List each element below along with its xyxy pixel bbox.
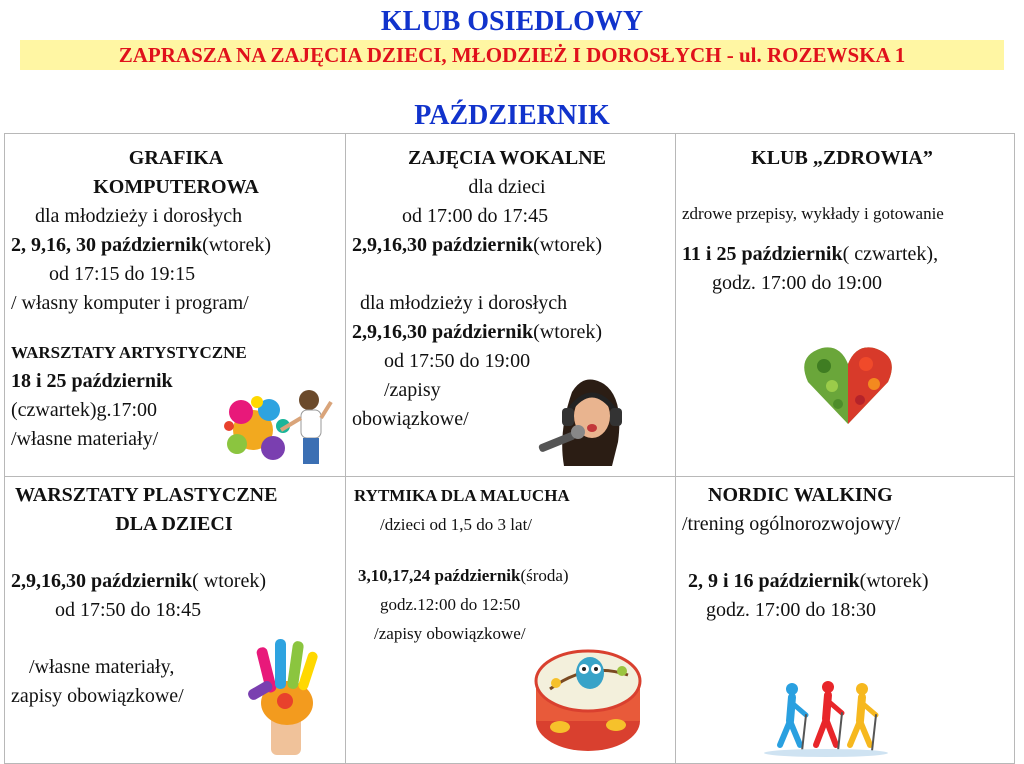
description-text: zdrowe przepisy, wykłady i gotowanie <box>682 204 944 223</box>
cell-title: KLUB „ZDROWIA” <box>751 147 933 169</box>
dates-line <box>352 318 675 347</box>
audience-adults: dla młodzieży i dorosłych <box>360 292 568 314</box>
note-text: /zapisy obowiązkowe/ <box>374 624 526 643</box>
cell-nordic <box>676 477 1015 764</box>
note-text: obowiązkowe/ <box>352 408 469 430</box>
dates-line <box>352 231 675 260</box>
table-row <box>5 477 1015 764</box>
dates-day: (wtorek) <box>533 321 602 343</box>
cell-title: DLA DZIECI <box>115 513 233 535</box>
workshop-note: /własne materiały/ <box>11 428 159 450</box>
cell-title: WARSZTATY PLASTYCZNE <box>15 484 278 506</box>
cell-rytmika <box>346 477 676 764</box>
cell-wokalne <box>346 134 676 477</box>
dates-day: (wtorek) <box>202 234 271 256</box>
workshop-day-time: (czwartek)g.17:00 <box>11 399 158 421</box>
audience-kids: dla dzieci <box>468 176 546 198</box>
note-text: /zapisy <box>384 379 441 401</box>
schedule-table <box>4 133 1015 764</box>
poster-subtitle: ZAPRASZA NA ZAJĘCIA DZIECI, MŁODZIEŻ I DOROSŁYCH - ul. ROZEWSKA 1 <box>118 43 906 67</box>
audience-text: dla młodzieży i dorosłych <box>35 205 243 227</box>
note-text: zapisy obowiązkowe/ <box>11 685 184 707</box>
dates-bold: 11 i 25 październik <box>682 243 843 265</box>
cell-zdrowia <box>676 134 1015 477</box>
month-heading: PAŹDZIERNIK <box>414 100 610 131</box>
dates-bold: 2,9,16,30 październik <box>11 570 193 592</box>
dates-line <box>682 567 1014 596</box>
cell-title: KOMPUTEROWA <box>93 176 259 198</box>
dates-line <box>352 561 675 590</box>
workshop-dates: 18 i 25 październik <box>11 370 173 392</box>
painted-hand-icon <box>245 637 331 757</box>
singing-girl-headphones-icon <box>534 372 634 468</box>
table-row <box>5 134 1015 477</box>
cell-grafika <box>5 134 346 477</box>
dates-line <box>682 240 1014 269</box>
cell-title: RYTMIKA DLA MALUCHA <box>354 486 570 505</box>
dates-bold: 3,10,17,24 październik <box>358 566 521 585</box>
time-text: godz.12:00 do 12:50 <box>380 595 521 614</box>
subtitle-highlight <box>20 40 1004 70</box>
cell-title: ZAJĘCIA WOKALNE <box>407 147 606 169</box>
time-kids: od 17:00 do 17:45 <box>402 205 549 227</box>
dates-bold: 2,9,16,30 październik <box>352 321 534 343</box>
time-text: od 17:15 do 19:15 <box>49 263 196 285</box>
paint-splash-girl-icon <box>223 382 338 470</box>
dates-bold: 2, 9 i 16 październik <box>688 570 860 592</box>
dates-day: (wtorek) <box>533 234 602 256</box>
dates-line <box>11 231 345 260</box>
dates-line <box>11 567 345 596</box>
vegetable-heart-icon <box>802 342 894 428</box>
subtitle-text: /trening ogólnorozwojowy/ <box>682 513 901 535</box>
dates-day: ( czwartek), <box>842 243 939 265</box>
dates-day: (wtorek) <box>859 570 929 592</box>
time-text: godz. 17:00 do 19:00 <box>712 272 882 294</box>
note-text: / własny komputer i program/ <box>11 292 249 314</box>
time-text: od 17:50 do 18:45 <box>55 599 202 621</box>
poster-title: KLUB OSIEDLOWY <box>380 6 644 37</box>
dates-bold: 2,9,16,30 październik <box>352 234 534 256</box>
dates-bold: 2, 9,16, 30 październik <box>11 234 203 256</box>
time-adults: od 17:50 do 19:00 <box>384 350 531 372</box>
time-text: godz. 17:00 do 18:30 <box>706 599 876 621</box>
cell-plastyczne <box>5 477 346 764</box>
workshop-title: WARSZTATY ARTYSTYCZNE <box>11 343 247 362</box>
age-text: /dzieci od 1,5 do 3 lat/ <box>380 515 533 534</box>
nordic-walkers-icon <box>762 675 892 759</box>
note-text: /własne materiały, <box>29 656 175 678</box>
cell-title: NORDIC WALKING <box>708 484 893 506</box>
dates-day: (środa) <box>520 566 569 585</box>
cell-title: GRAFIKA <box>128 147 224 169</box>
dates-day: ( wtorek) <box>192 570 266 592</box>
owl-tambourine-icon <box>532 641 644 755</box>
